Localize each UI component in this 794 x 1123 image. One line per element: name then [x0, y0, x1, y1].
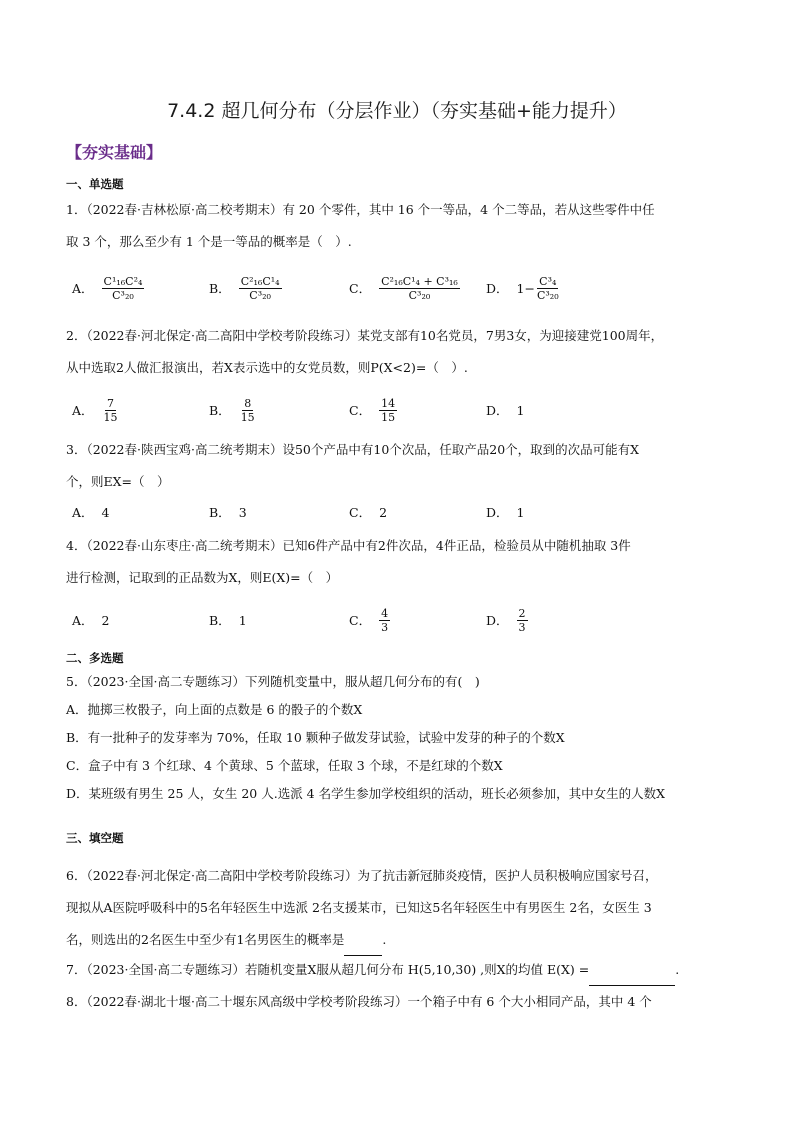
q1-option-a[interactable]	[72, 270, 144, 306]
q3-option-b[interactable]	[209, 494, 247, 530]
question-3-line-2: 个，则EX=（ ）	[66, 474, 170, 489]
option-label: C．	[349, 505, 372, 520]
question-4-line-2: 进行检测，记取到的正品数为X，则E(X)=（ ）	[66, 570, 339, 585]
question-2	[66, 320, 736, 384]
option-label: B．	[209, 505, 231, 520]
q5-option-b[interactable]: B．有一批种子的发芽率为 70%，任取 10 颗种子做发芽试验，试验中发芽的种子的个数X	[66, 730, 565, 745]
answer-blank[interactable]	[589, 969, 675, 986]
option-value: 1	[516, 504, 525, 520]
option-value: 1	[238, 612, 247, 628]
question-1-line-1: 1．（2022春·吉林松原·高二校考期末）有 20 个零件，其中 16 个一等品，4 个二等品，若从这些零件中任	[66, 202, 655, 217]
q3-option-d[interactable]	[486, 494, 524, 530]
section-heading-multi-choice: 二、多选题	[66, 651, 124, 665]
question-2-line-1: 2．（2022春·河北保定·高二高阳中学校考阶段练习）某党支部有10名党员，7男3女，为迎接建党100周年，	[66, 328, 664, 343]
fraction: $\frac{14}{15}$	[381, 396, 396, 424]
option-prefix: 1−	[516, 280, 535, 296]
q1-option-d[interactable]	[486, 270, 561, 306]
question-4-line-1: 4．（2022春·山东枣庄·高二统考期末）已知6件产品中有2件次品，4件正品，检验员从中随机抽取 3件	[66, 538, 631, 553]
fraction: $\frac{8}{15}$	[240, 396, 255, 424]
q2-option-b[interactable]	[209, 392, 257, 428]
q1-option-b[interactable]	[209, 270, 282, 306]
option-value: 4	[101, 504, 110, 520]
option-label: A．	[72, 281, 94, 296]
fraction: $\frac{\text{C³₄}}{\text{C³₂₀}}$	[536, 274, 559, 302]
page-title: 7.4.2 超几何分布（分层作业）（夯实基础+能力提升）	[167, 100, 627, 122]
q4-option-c[interactable]	[349, 602, 390, 638]
option-label: C．	[349, 613, 372, 628]
question-4-options	[66, 602, 736, 638]
question-2-line-2: 从中选取2人做汇报演出，若X表示选中的女党员数，则P(X<2)=（ ）.	[66, 360, 468, 375]
section-heading-fill-blank: 三、填空题	[66, 831, 124, 845]
option-value: 3	[238, 504, 247, 520]
q2-option-a[interactable]	[72, 392, 120, 428]
q5-option-d[interactable]: D．某班级有男生 25 人，女生 20 人.选派 4 名学生参加学校组织的活动，班长必须参加，其中女生的人数X	[66, 786, 666, 801]
question-6	[66, 860, 736, 956]
question-5	[66, 668, 766, 808]
option-label: A．	[72, 403, 94, 418]
q4-option-d[interactable]	[486, 602, 528, 638]
q5-option-c[interactable]: C．盒子中有 3 个红球、4 个黄球、5 个蓝球，任取 3 个球，不是红球的个数X	[66, 758, 503, 773]
question-3-options	[66, 494, 736, 530]
question-5-stem: 5．（2023·全国·高二专题练习）下列随机变量中，服从超几何分布的有( )	[66, 674, 480, 689]
q3-option-c[interactable]	[349, 494, 387, 530]
fraction: $\frac{7}{15}$	[103, 396, 118, 424]
option-label: B．	[209, 613, 231, 628]
option-value: 2	[101, 612, 110, 628]
question-6-line-2: 现拟从A医院呼吸科中的5名年轻医生中选派 2名支援某市，已知这5名年轻医生中有男医生 2名，女医生 3	[66, 900, 652, 915]
q2-option-c[interactable]	[349, 392, 397, 428]
fraction: $\frac{\text{C¹₁₆C²₄}}{\text{C³₂₀}}$	[103, 274, 143, 302]
option-label: A．	[72, 505, 94, 520]
option-label: C．	[349, 281, 372, 296]
fraction: $\frac{\text{C²₁₆C¹₄ + C³₁₆}}{\text{C³₂₀}}$	[381, 274, 458, 302]
question-3	[66, 434, 736, 498]
option-value: 1	[516, 402, 525, 418]
q4-option-b[interactable]	[209, 602, 247, 638]
question-2-options	[66, 392, 736, 428]
section-tag: 【夯实基础】	[66, 143, 163, 162]
q1-option-c[interactable]	[349, 270, 460, 306]
question-8	[66, 986, 736, 1018]
question-3-line-1: 3．（2022春·陕西宝鸡·高二统考期末）设50个产品中有10个次品，任取产品20个，取到的次品可能有X	[66, 442, 640, 457]
option-label: D．	[486, 505, 509, 520]
q4-option-a[interactable]	[72, 602, 109, 638]
option-label: D．	[486, 403, 509, 418]
option-label: B．	[209, 403, 231, 418]
option-label: A．	[72, 613, 94, 628]
question-6-line-1: 6．（2022春·河北保定·高二高阳中学校考阶段练习）为了抗击新冠肺炎疫情，医护人员积极响应国家号召，	[66, 868, 658, 883]
section-heading-single-choice: 一、单选题	[66, 177, 124, 191]
q5-option-a[interactable]: A．抛掷三枚骰子，向上面的点数是 6 的骰子的个数X	[66, 702, 363, 717]
question-8-line-1: 8．（2022春·湖北十堰·高二十堰东风高级中学校考阶段练习）一个箱子中有 6 个大小相同产品，其中 4 个	[66, 994, 652, 1009]
fraction: $\frac{4}{3}$	[381, 606, 389, 634]
q3-option-a[interactable]	[72, 494, 109, 530]
question-1	[66, 194, 736, 258]
option-label: D．	[486, 613, 509, 628]
question-7: 7．（2023·全国·高二专题练习）若随机变量X服从超几何分布 H(5,10,30) ,则X的均值 E(X) = .	[66, 954, 736, 986]
question-6-line-3: 名，则选出的2名医生中至少有1名男医生的概率是 .	[66, 924, 736, 956]
fraction: $\frac{\text{C²₁₆C¹₄}}{\text{C³₂₀}}$	[240, 274, 280, 302]
fraction: $\frac{2}{3}$	[518, 606, 526, 634]
question-1-options	[66, 270, 736, 306]
option-label: C．	[349, 403, 372, 418]
q2-option-d[interactable]	[486, 392, 524, 428]
option-label: B．	[209, 281, 231, 296]
option-value: 2	[379, 504, 388, 520]
question-1-line-2: 取 3 个，那么至少有 1 个是一等品的概率是（ ）.	[66, 234, 352, 249]
option-label: D．	[486, 281, 509, 296]
question-4	[66, 530, 736, 594]
